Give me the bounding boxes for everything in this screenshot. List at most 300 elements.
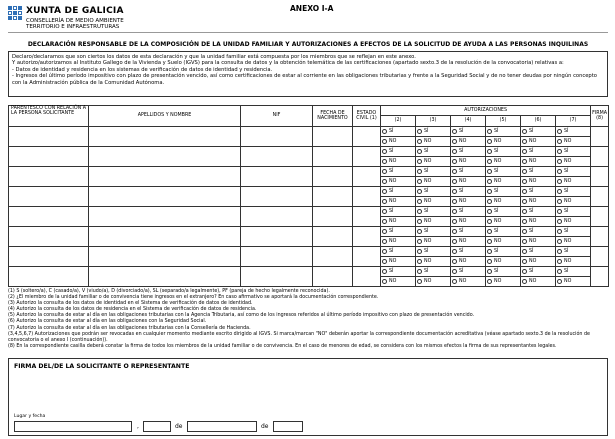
option-label: NO	[529, 139, 537, 144]
radio-circle-icon[interactable]	[522, 239, 527, 244]
member-status-cell[interactable]	[353, 167, 381, 187]
auth-yes-option[interactable]	[381, 207, 415, 216]
member-relation-cell[interactable]	[9, 167, 89, 187]
auth-no-option[interactable]	[486, 217, 520, 226]
auth-option-cell	[451, 257, 486, 267]
auth-yes-option[interactable]	[556, 127, 590, 136]
member-name-cell[interactable]	[89, 227, 241, 247]
member-signature-cell[interactable]	[591, 167, 609, 187]
radio-circle-icon[interactable]	[557, 179, 562, 184]
radio-circle-icon[interactable]	[557, 279, 562, 284]
radio-circle-icon[interactable]	[382, 149, 387, 154]
auth-yes-option[interactable]	[556, 247, 590, 256]
auth-yes-option[interactable]	[416, 247, 450, 256]
radio-circle-icon[interactable]	[557, 219, 562, 224]
radio-circle-icon[interactable]	[522, 249, 527, 254]
auth-no-option[interactable]	[381, 237, 415, 246]
auth-no-option[interactable]	[416, 197, 450, 206]
auth-no-option[interactable]	[521, 217, 555, 226]
radio-circle-icon[interactable]	[417, 179, 422, 184]
member-status-cell[interactable]	[353, 147, 381, 167]
auth-yes-option[interactable]	[486, 267, 520, 276]
radio-circle-icon[interactable]	[417, 199, 422, 204]
auth-yes-option[interactable]	[381, 167, 415, 176]
auth-no-option[interactable]	[556, 257, 590, 266]
option-label: NO	[424, 139, 432, 144]
radio-circle-icon[interactable]	[452, 229, 457, 234]
radio-circle-icon[interactable]	[522, 159, 527, 164]
auth-yes-option[interactable]	[486, 187, 520, 196]
auth-no-option[interactable]	[486, 277, 520, 286]
auth-yes-option[interactable]	[451, 127, 485, 136]
radio-circle-icon[interactable]	[522, 279, 527, 284]
auth-yes-option[interactable]	[521, 207, 555, 216]
radio-circle-icon[interactable]	[487, 169, 492, 174]
auth-yes-option[interactable]	[556, 147, 590, 156]
radio-circle-icon[interactable]	[557, 259, 562, 264]
auth-no-option[interactable]	[451, 277, 485, 286]
radio-circle-icon[interactable]	[522, 269, 527, 274]
radio-circle-icon[interactable]	[417, 169, 422, 174]
radio-circle-icon[interactable]	[487, 279, 492, 284]
option-label: SÍ	[459, 169, 464, 174]
option-label: NO	[494, 139, 502, 144]
radio-circle-icon[interactable]	[522, 149, 527, 154]
auth-yes-option[interactable]	[381, 267, 415, 276]
radio-circle-icon[interactable]	[557, 229, 562, 234]
auth-col-header: (6)	[521, 116, 556, 127]
radio-circle-icon[interactable]	[557, 269, 562, 274]
auth-yes-option[interactable]	[486, 167, 520, 176]
declaration-line: Declaro/declaramos que son ciertos los datos de esta declaración y que la unidad familiar está compuesta por los miembros que se reflejan en este anexo.	[12, 54, 416, 60]
member-name-cell[interactable]	[89, 167, 241, 187]
member-nif-cell[interactable]	[241, 147, 313, 167]
auth-option-cell	[416, 237, 451, 247]
radio-circle-icon[interactable]	[452, 139, 457, 144]
auth-no-option[interactable]	[416, 177, 450, 186]
auth-yes-option[interactable]	[556, 167, 590, 176]
radio-circle-icon[interactable]	[382, 269, 387, 274]
auth-no-option[interactable]	[521, 177, 555, 186]
member-birth-cell[interactable]	[313, 147, 353, 167]
radio-circle-icon[interactable]	[487, 129, 492, 134]
member-nif-cell[interactable]	[241, 207, 313, 227]
radio-circle-icon[interactable]	[557, 139, 562, 144]
auth-option-cell	[381, 227, 416, 237]
radio-circle-icon[interactable]	[382, 169, 387, 174]
option-label: NO	[459, 139, 467, 144]
auth-yes-option[interactable]	[556, 227, 590, 236]
auth-no-option[interactable]	[486, 197, 520, 206]
radio-circle-icon[interactable]	[487, 159, 492, 164]
header-signature: FIRMA (8)	[591, 106, 609, 127]
auth-no-option[interactable]	[416, 277, 450, 286]
option-label: NO	[494, 279, 502, 284]
radio-circle-icon[interactable]	[452, 199, 457, 204]
option-label: NO	[459, 219, 467, 224]
radio-circle-icon[interactable]	[452, 209, 457, 214]
radio-circle-icon[interactable]	[522, 129, 527, 134]
radio-circle-icon[interactable]	[522, 229, 527, 234]
auth-yes-option[interactable]	[381, 147, 415, 156]
auth-yes-option[interactable]	[451, 187, 485, 196]
member-status-cell[interactable]	[353, 207, 381, 227]
member-relation-cell[interactable]	[9, 207, 89, 227]
auth-yes-option[interactable]	[381, 127, 415, 136]
table-row	[9, 147, 609, 157]
auth-yes-option[interactable]	[416, 167, 450, 176]
radio-circle-icon[interactable]	[417, 139, 422, 144]
table-row	[9, 187, 609, 197]
auth-yes-option[interactable]	[381, 227, 415, 236]
auth-yes-option[interactable]	[521, 267, 555, 276]
auth-yes-option[interactable]	[416, 227, 450, 236]
radio-circle-icon[interactable]	[452, 269, 457, 274]
auth-yes-option[interactable]	[521, 127, 555, 136]
auth-no-option[interactable]	[381, 217, 415, 226]
radio-circle-icon[interactable]	[382, 159, 387, 164]
radio-circle-icon[interactable]	[452, 129, 457, 134]
option-label: SÍ	[494, 249, 499, 254]
member-relation-cell[interactable]	[9, 247, 89, 267]
option-label: NO	[389, 139, 397, 144]
radio-circle-icon[interactable]	[557, 249, 562, 254]
radio-circle-icon[interactable]	[487, 199, 492, 204]
auth-yes-option[interactable]	[416, 267, 450, 276]
auth-option-cell	[451, 247, 486, 257]
radio-circle-icon[interactable]	[382, 209, 387, 214]
radio-circle-icon[interactable]	[417, 159, 422, 164]
radio-circle-icon[interactable]	[417, 229, 422, 234]
option-label: SÍ	[424, 269, 429, 274]
radio-circle-icon[interactable]	[382, 129, 387, 134]
auth-yes-option[interactable]	[416, 207, 450, 216]
member-name-cell[interactable]	[89, 207, 241, 227]
auth-no-option[interactable]	[521, 257, 555, 266]
auth-no-option[interactable]	[556, 137, 590, 146]
member-relation-cell[interactable]	[9, 147, 89, 167]
member-signature-cell[interactable]	[591, 227, 609, 247]
auth-option-cell	[556, 247, 591, 257]
radio-circle-icon[interactable]	[452, 189, 457, 194]
option-label: SÍ	[459, 269, 464, 274]
radio-circle-icon[interactable]	[522, 199, 527, 204]
auth-no-option[interactable]	[381, 177, 415, 186]
auth-no-option[interactable]	[416, 137, 450, 146]
option-label: SÍ	[494, 209, 499, 214]
auth-option-cell	[556, 237, 591, 247]
member-name-cell[interactable]	[89, 127, 241, 147]
radio-circle-icon[interactable]	[452, 149, 457, 154]
auth-no-option[interactable]	[416, 157, 450, 166]
member-status-cell[interactable]	[353, 247, 381, 267]
auth-no-option[interactable]	[451, 217, 485, 226]
auth-no-option[interactable]	[521, 277, 555, 286]
auth-yes-option[interactable]	[451, 167, 485, 176]
radio-circle-icon[interactable]	[522, 179, 527, 184]
member-birth-cell[interactable]	[313, 167, 353, 187]
member-signature-cell[interactable]	[591, 187, 609, 207]
radio-circle-icon[interactable]	[452, 259, 457, 264]
header-divider	[8, 32, 608, 33]
month-field[interactable]	[187, 421, 257, 432]
radio-circle-icon[interactable]	[487, 249, 492, 254]
auth-yes-option[interactable]	[521, 247, 555, 256]
auth-no-option[interactable]	[451, 257, 485, 266]
member-status-cell[interactable]	[353, 127, 381, 147]
member-name-cell[interactable]	[89, 187, 241, 207]
member-signature-cell[interactable]	[591, 147, 609, 167]
header-nif: NIF	[241, 106, 313, 127]
radio-circle-icon[interactable]	[417, 259, 422, 264]
radio-circle-icon[interactable]	[382, 259, 387, 264]
radio-circle-icon[interactable]	[487, 149, 492, 154]
auth-no-option[interactable]	[486, 257, 520, 266]
auth-no-option[interactable]	[521, 157, 555, 166]
radio-circle-icon[interactable]	[557, 149, 562, 154]
auth-no-option[interactable]	[381, 277, 415, 286]
member-name-cell[interactable]	[89, 247, 241, 267]
dept-line-2: TERRITORIO E INFRAESTRUTURAS	[26, 24, 120, 30]
member-birth-cell[interactable]	[313, 267, 353, 287]
radio-circle-icon[interactable]	[417, 189, 422, 194]
auth-no-option[interactable]	[556, 237, 590, 246]
auth-yes-option[interactable]	[451, 207, 485, 216]
auth-yes-option[interactable]	[521, 187, 555, 196]
radio-circle-icon[interactable]	[417, 249, 422, 254]
auth-yes-option[interactable]	[486, 207, 520, 216]
auth-yes-option[interactable]	[556, 267, 590, 276]
member-birth-cell[interactable]	[313, 187, 353, 207]
auth-no-option[interactable]	[451, 177, 485, 186]
radio-circle-icon[interactable]	[452, 219, 457, 224]
radio-circle-icon[interactable]	[487, 139, 492, 144]
option-label: SÍ	[459, 229, 464, 234]
auth-no-option[interactable]	[451, 157, 485, 166]
header-names: APELLIDOS Y NOMBRE	[89, 106, 241, 127]
auth-yes-option[interactable]	[486, 227, 520, 236]
radio-circle-icon[interactable]	[452, 169, 457, 174]
auth-yes-option[interactable]	[451, 267, 485, 276]
auth-option-cell	[381, 217, 416, 227]
option-label: NO	[564, 239, 572, 244]
auth-yes-option[interactable]	[556, 187, 590, 196]
auth-no-option[interactable]	[451, 237, 485, 246]
member-relation-cell[interactable]	[9, 267, 89, 287]
radio-circle-icon[interactable]	[417, 209, 422, 214]
day-field[interactable]	[143, 421, 171, 432]
auth-option-cell	[486, 147, 521, 157]
radio-circle-icon[interactable]	[382, 199, 387, 204]
declaration-line: - Ingresos del último período impositivo con plazo de presentación vencido, así como certificaciones de estar al corriente en las obligaciones tributarias y frente a la Seguridad Social y de no tener deudas por ningún concepto con la Administración pública de la Comunidad Autónoma.	[12, 73, 597, 86]
auth-no-option[interactable]	[556, 197, 590, 206]
year-field[interactable]	[273, 421, 303, 432]
radio-circle-icon[interactable]	[417, 279, 422, 284]
auth-yes-option[interactable]	[486, 147, 520, 156]
member-signature-cell[interactable]	[591, 127, 609, 147]
radio-circle-icon[interactable]	[487, 209, 492, 214]
auth-yes-option[interactable]	[451, 247, 485, 256]
radio-circle-icon[interactable]	[522, 209, 527, 214]
radio-circle-icon[interactable]	[522, 139, 527, 144]
auth-no-option[interactable]	[556, 217, 590, 226]
radio-circle-icon[interactable]	[487, 179, 492, 184]
radio-circle-icon[interactable]	[382, 189, 387, 194]
option-label: SÍ	[494, 169, 499, 174]
option-label: SÍ	[564, 169, 569, 174]
radio-circle-icon[interactable]	[557, 209, 562, 214]
radio-circle-icon[interactable]	[557, 239, 562, 244]
auth-no-option[interactable]	[486, 177, 520, 186]
auth-no-option[interactable]	[521, 237, 555, 246]
member-birth-cell[interactable]	[313, 247, 353, 267]
radio-circle-icon[interactable]	[557, 169, 562, 174]
radio-circle-icon[interactable]	[382, 249, 387, 254]
member-nif-cell[interactable]	[241, 187, 313, 207]
radio-circle-icon[interactable]	[522, 189, 527, 194]
auth-no-option[interactable]	[556, 157, 590, 166]
auth-option-cell	[486, 207, 521, 217]
header-logo	[8, 6, 158, 28]
member-nif-cell[interactable]	[241, 127, 313, 147]
auth-no-option[interactable]	[556, 277, 590, 286]
member-signature-cell[interactable]	[591, 207, 609, 227]
member-name-cell[interactable]	[89, 267, 241, 287]
radio-circle-icon[interactable]	[452, 159, 457, 164]
radio-circle-icon[interactable]	[382, 279, 387, 284]
auth-option-cell	[521, 197, 556, 207]
auth-no-option[interactable]	[486, 157, 520, 166]
radio-circle-icon[interactable]	[557, 129, 562, 134]
auth-no-option[interactable]	[381, 197, 415, 206]
radio-circle-icon[interactable]	[417, 149, 422, 154]
radio-circle-icon[interactable]	[487, 259, 492, 264]
auth-no-option[interactable]	[486, 137, 520, 146]
auth-no-option[interactable]	[486, 237, 520, 246]
member-nif-cell[interactable]	[241, 267, 313, 287]
member-relation-cell[interactable]	[9, 127, 89, 147]
auth-yes-option[interactable]	[521, 167, 555, 176]
member-birth-cell[interactable]	[313, 227, 353, 247]
member-signature-cell[interactable]	[591, 267, 609, 287]
radio-circle-icon[interactable]	[417, 269, 422, 274]
radio-circle-icon[interactable]	[417, 129, 422, 134]
auth-yes-option[interactable]	[381, 187, 415, 196]
member-status-cell[interactable]	[353, 227, 381, 247]
radio-circle-icon[interactable]	[382, 139, 387, 144]
member-relation-cell[interactable]	[9, 187, 89, 207]
radio-circle-icon[interactable]	[452, 249, 457, 254]
radio-circle-icon[interactable]	[382, 179, 387, 184]
radio-circle-icon[interactable]	[452, 239, 457, 244]
auth-yes-option[interactable]	[556, 207, 590, 216]
member-nif-cell[interactable]	[241, 227, 313, 247]
member-status-cell[interactable]	[353, 267, 381, 287]
footnote: (4) Autorizo la consulta de los datos de residencia en el Sistema de verificación de datos de residencia.	[8, 307, 257, 313]
member-birth-cell[interactable]	[313, 127, 353, 147]
auth-yes-option[interactable]	[416, 187, 450, 196]
auth-option-cell	[556, 167, 591, 177]
auth-yes-option[interactable]	[451, 147, 485, 156]
option-label: NO	[529, 199, 537, 204]
auth-no-option[interactable]	[381, 137, 415, 146]
auth-yes-option[interactable]	[521, 147, 555, 156]
auth-yes-option[interactable]	[416, 147, 450, 156]
member-status-cell[interactable]	[353, 187, 381, 207]
auth-option-cell	[521, 177, 556, 187]
option-label: NO	[529, 259, 537, 264]
option-label: NO	[564, 139, 572, 144]
auth-yes-option[interactable]	[486, 247, 520, 256]
auth-no-option[interactable]	[416, 257, 450, 266]
radio-circle-icon[interactable]	[487, 269, 492, 274]
auth-yes-option[interactable]	[451, 227, 485, 236]
auth-no-option[interactable]	[451, 197, 485, 206]
radio-circle-icon[interactable]	[557, 159, 562, 164]
radio-circle-icon[interactable]	[452, 279, 457, 284]
option-label: NO	[459, 179, 467, 184]
radio-circle-icon[interactable]	[452, 179, 457, 184]
radio-circle-icon[interactable]	[487, 239, 492, 244]
radio-circle-icon[interactable]	[487, 189, 492, 194]
auth-option-cell	[381, 127, 416, 137]
auth-option-cell	[381, 237, 416, 247]
radio-circle-icon[interactable]	[557, 189, 562, 194]
radio-circle-icon[interactable]	[522, 259, 527, 264]
auth-no-option[interactable]	[521, 137, 555, 146]
option-label: NO	[494, 239, 502, 244]
option-label: SÍ	[529, 269, 534, 274]
auth-no-option[interactable]	[416, 237, 450, 246]
radio-circle-icon[interactable]	[557, 199, 562, 204]
member-signature-cell[interactable]	[591, 247, 609, 267]
auth-no-option[interactable]	[451, 137, 485, 146]
auth-col-header: (7)	[556, 116, 591, 127]
option-label: SÍ	[564, 249, 569, 254]
auth-yes-option[interactable]	[416, 127, 450, 136]
place-field[interactable]	[14, 421, 132, 432]
radio-circle-icon[interactable]	[522, 219, 527, 224]
auth-option-cell	[451, 147, 486, 157]
option-label: SÍ	[529, 129, 534, 134]
radio-circle-icon[interactable]	[487, 229, 492, 234]
radio-circle-icon[interactable]	[382, 239, 387, 244]
auth-no-option[interactable]	[381, 157, 415, 166]
member-birth-cell[interactable]	[313, 207, 353, 227]
auth-no-option[interactable]	[416, 217, 450, 226]
auth-option-cell	[451, 157, 486, 167]
auth-yes-option[interactable]	[381, 247, 415, 256]
radio-circle-icon[interactable]	[382, 219, 387, 224]
auth-no-option[interactable]	[556, 177, 590, 186]
radio-circle-icon[interactable]	[382, 229, 387, 234]
option-label: SÍ	[424, 229, 429, 234]
auth-yes-option[interactable]	[486, 127, 520, 136]
radio-circle-icon[interactable]	[417, 239, 422, 244]
member-name-cell[interactable]	[89, 147, 241, 167]
member-nif-cell[interactable]	[241, 167, 313, 187]
auth-yes-option[interactable]	[521, 227, 555, 236]
radio-circle-icon[interactable]	[487, 219, 492, 224]
option-label: SÍ	[459, 189, 464, 194]
member-nif-cell[interactable]	[241, 247, 313, 267]
radio-circle-icon[interactable]	[417, 219, 422, 224]
auth-no-option[interactable]	[521, 197, 555, 206]
member-relation-cell[interactable]	[9, 227, 89, 247]
auth-no-option[interactable]	[381, 257, 415, 266]
auth-option-cell	[556, 147, 591, 157]
radio-circle-icon[interactable]	[522, 169, 527, 174]
